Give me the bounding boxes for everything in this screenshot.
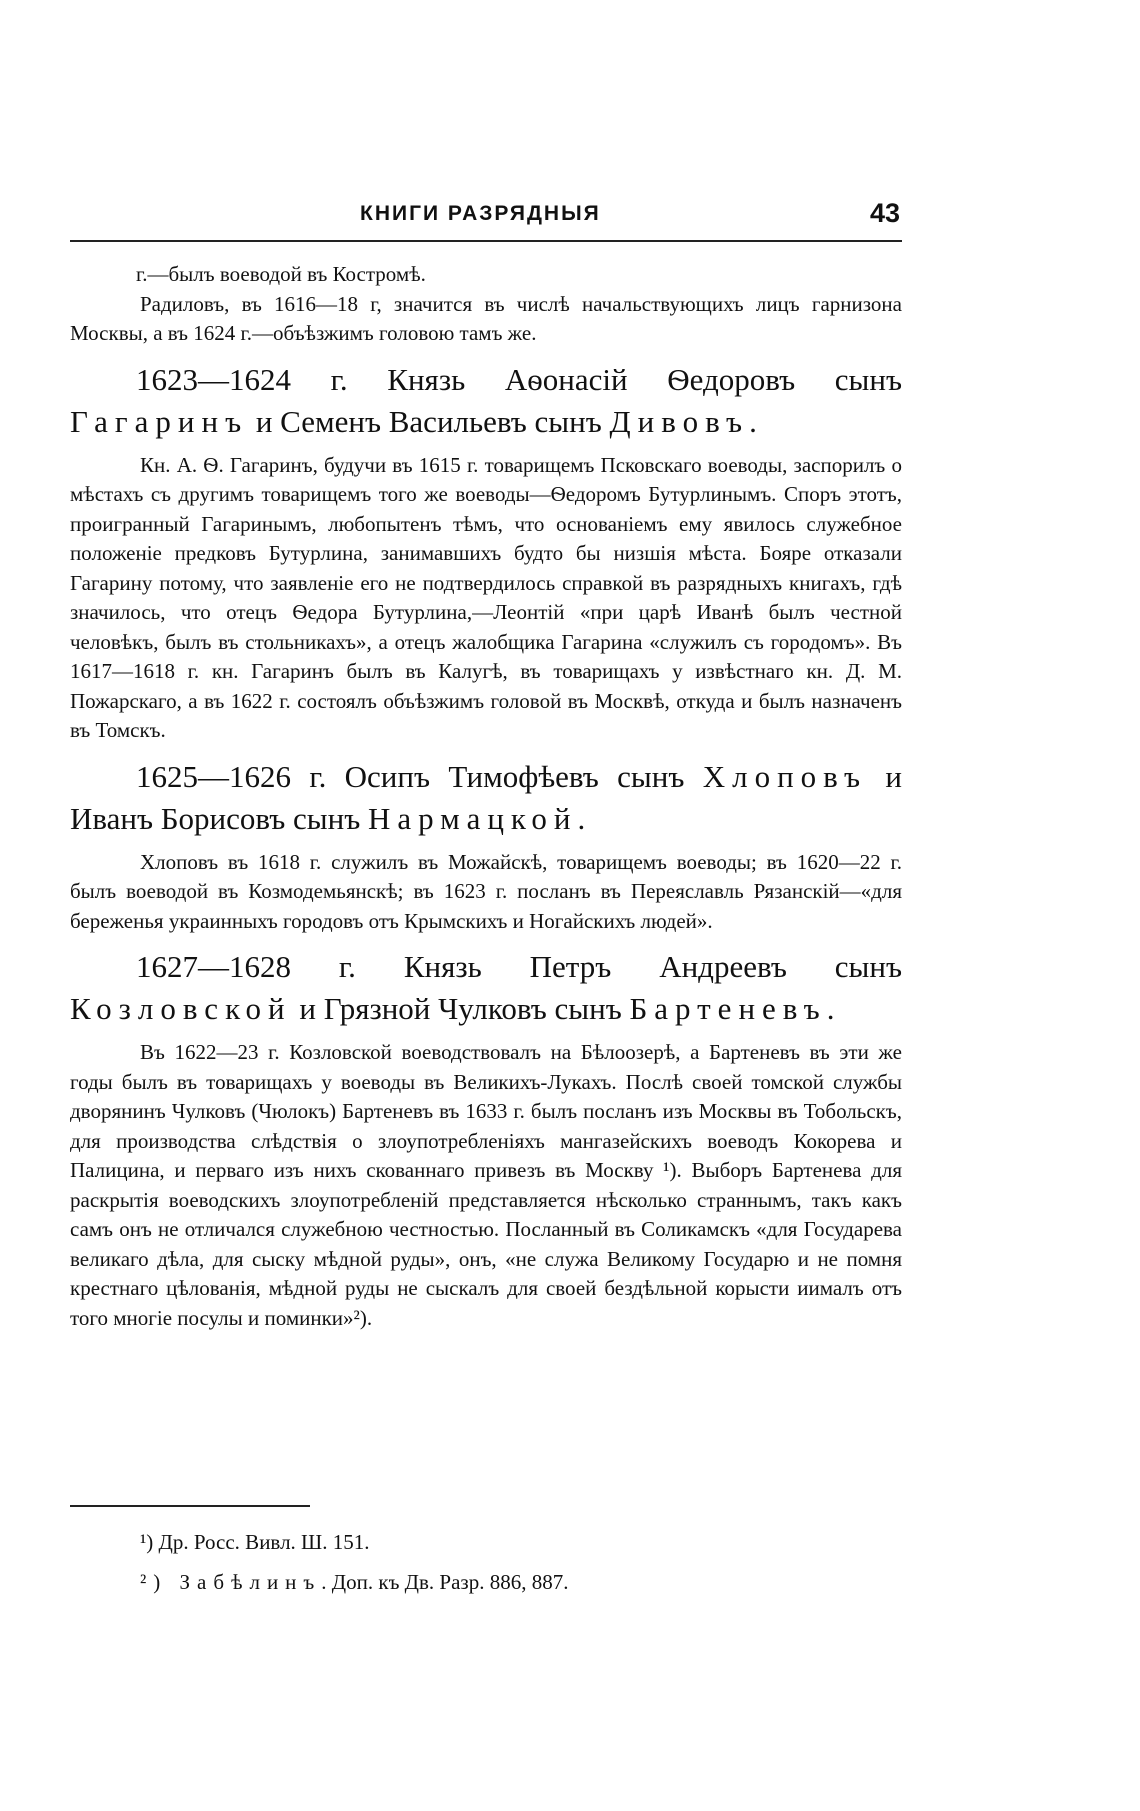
entry-surname: Нармацкой (368, 800, 578, 836)
paragraph-kozlovskoi: Въ 1622—23 г. Козловской воеводствовалъ на Бѣлоозерѣ, а Бартеневъ въ эти же годы былъ въ товарищахъ у воеводы въ Великихъ-Лукахъ. Послѣ своей томской службы дворянинъ Чулковъ (Чюлокъ) Бартеневъ въ 1633 г. былъ посланъ изъ Москвы въ Тобольскъ, для производства слѣдствія о злоупотребленіяхъ мангазейскихъ воеводъ Кокорева и Палицина, и перваго изъ нихъ скованнаго привезъ въ Москву ¹). Выборъ Бартенева для раскрытія воеводскихъ злоупотребленій представляется нѣсколько страннымъ, такъ какъ самъ онъ не отличался служебною честностью. Посланный въ Соликамскъ «для Государева великаго дѣла, для сыску мѣдной руды», онъ, «не служа Великому Государю и не помня крестнаго цѣлованія, мѣдной руды не сыскалъ для своей бездѣльной корысти иималъ отъ того многіе посулы и поминки»²). (70, 1040, 902, 1330)
entry-heading-1625 (70, 756, 902, 840)
page-header (70, 198, 900, 238)
paragraph-continuation: г.—былъ воеводой въ Костромѣ. (136, 262, 426, 286)
paragraph-radilov: Радиловъ, въ 1616—18 г, значится въ числѣ начальствующихъ лицъ гарнизона Москвы, а въ 1624 г.—объѣзжимъ головою тамъ же. (70, 291, 902, 345)
entry-surname: Хлоповъ (702, 758, 868, 794)
footnote-1: ¹) Др. Росс. Вивл. Ш. 151. (140, 1530, 370, 1554)
entry-heading-1627 (70, 946, 902, 1030)
entry-heading-middle: и Грязной Чулковъ сынъ (291, 991, 630, 1026)
entry-heading-lead: 1627—1628 г. Князь Петръ Андреевъ сынъ (136, 949, 902, 984)
entry-heading-1623 (70, 359, 902, 443)
entry-surname: Гагаринъ (70, 403, 249, 439)
entry-heading-lead: 1623—1624 г. Князь Аѳонасій Ѳедоровъ сынъ (136, 361, 902, 397)
footnote-ref: . Доп. къ Дв. Разр. 886, 887. (321, 1570, 569, 1594)
entry-surname: Бартеневъ (629, 991, 827, 1026)
entry-surname: Дивовъ (609, 403, 750, 439)
entry-heading-end: . (826, 991, 835, 1026)
entry-surname: Козловской (70, 991, 292, 1026)
entry-heading-middle: и Иванъ Борисовъ сынъ (70, 758, 902, 836)
running-title: КНИГИ РАЗРЯДНЫЯ (360, 202, 601, 225)
footnote-author: ²) Забѣлинъ (140, 1570, 322, 1594)
entry-heading-end: . (577, 800, 586, 836)
header-rule (70, 240, 902, 242)
entry-heading-end: . (749, 403, 757, 439)
paragraph-khlopov: Хлоповъ въ 1618 г. служилъ въ Можайскѣ, товарищемъ воеводы; въ 1620—22 г. былъ воеводой въ Козмодемьянскѣ; въ 1623 г. посланъ въ Переяславль Рязанскій—«для береженья украинныхъ городовъ отъ Крымскихъ и Ногайскихъ людей». (70, 849, 902, 933)
footnotes (140, 1522, 840, 1602)
paragraph-gagarin: Кн. А. Ѳ. Гагаринъ, будучи въ 1615 г. товарищемъ Псковскаго воеводы, заспорилъ о мѣстахъ съ другимъ товарищемъ того же воеводы—Ѳедоромъ Бутурлинымъ. Споръ этотъ, проигранный Гагаринымъ, любопытенъ тѣмъ, что основаніемъ ему явилось служебное положеніе предковъ Бутурлина, занимавшихъ будто бы низшія мѣста. Бояре отказали Гагарину потому, что заявленіе его не подтвердилось справкой въ разрядныхъ книгахъ, гдѣ значилось, что отецъ Ѳедора Бутурлина,—Леонтій «при царѣ Иванѣ былъ честной человѣкъ, былъ въ стольникахъ», а отецъ жалобщика Гагарина «служилъ съ городомъ». Въ 1617—1618 г. кн. Гагаринъ былъ въ Калугѣ, въ товарищахъ у извѣстнаго кн. Д. М. Пожарскаго, а въ 1622 г. состоялъ объѣзжимъ головой въ Москвѣ, откуда и былъ назначенъ въ Томскъ. (70, 452, 902, 742)
footnote-rule (70, 1505, 310, 1507)
footnote-2 (140, 1562, 840, 1602)
page-body (70, 260, 902, 1333)
page-number: 43 (869, 198, 900, 228)
entry-heading-lead: 1625—1626 г. Осипъ Тимофѣевъ сынъ (136, 758, 703, 794)
entry-heading-middle: и Семенъ Васильевъ сынъ (248, 403, 610, 439)
